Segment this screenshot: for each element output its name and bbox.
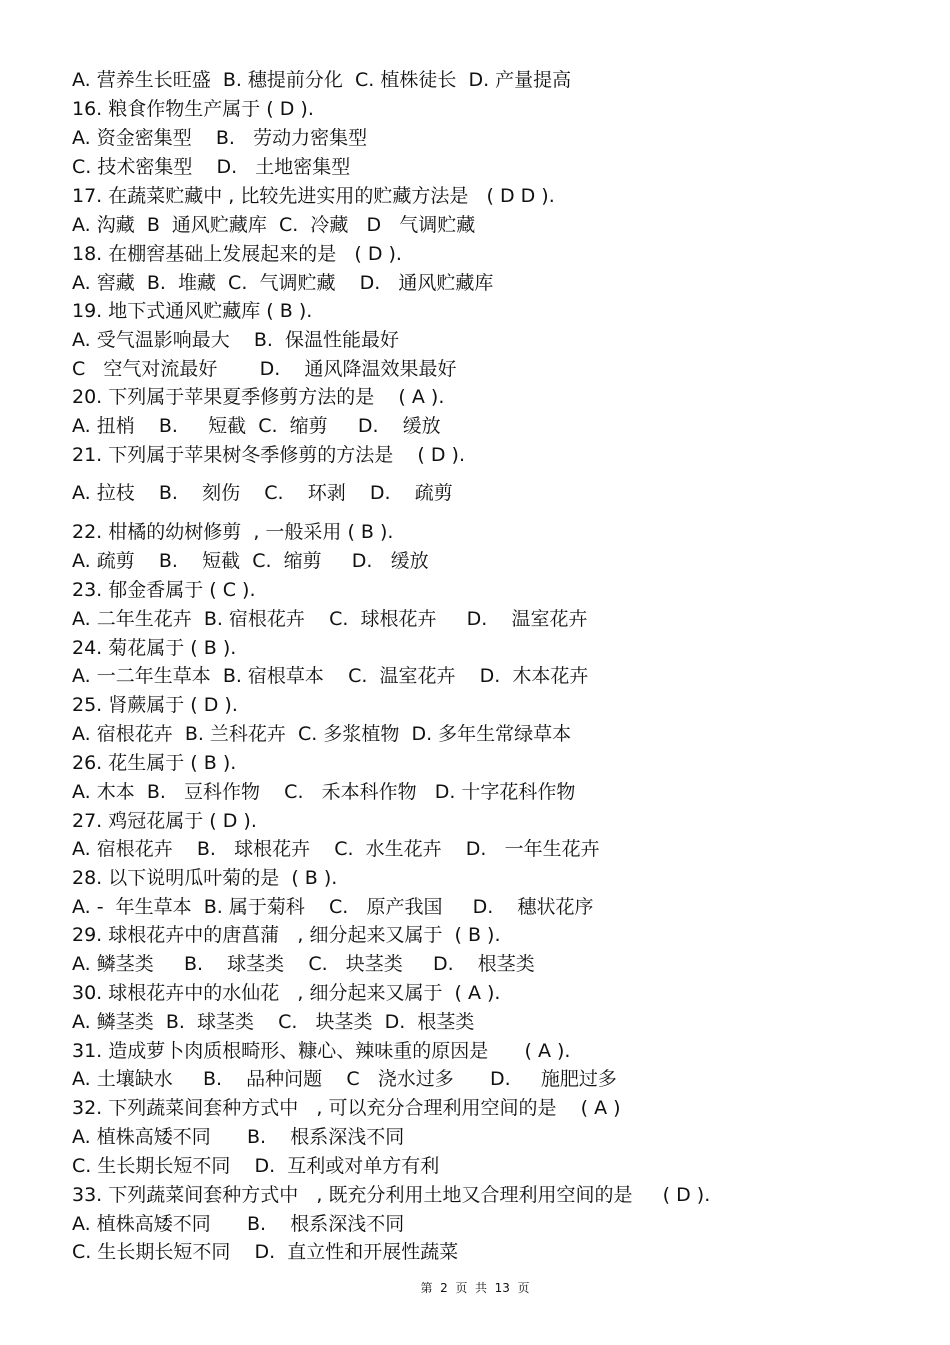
- text-line: A. 扭梢 B. 短截 C. 缩剪 D. 缓放: [72, 415, 441, 437]
- question-33: 33. 下列蔬菜间套种方式中 , 既充分利用土地又合理利用空间的是 ( D ).: [72, 1184, 711, 1206]
- question-18: 18. 在棚窖基础上发展起来的是 ( D ).: [72, 243, 402, 265]
- question-30: 30. 球根花卉中的水仙花 , 细分起来又属于 ( A ).: [72, 982, 501, 1004]
- text-line: A. 鳞茎类 B. 球茎类 C. 块茎类 D. 根茎类: [72, 1011, 475, 1033]
- question-31: 31. 造成萝卜肉质根畸形、糠心、辣味重的原因是 ( A ).: [72, 1040, 571, 1062]
- question-29: 29. 球根花卉中的唐菖蒲 , 细分起来又属于 ( B ).: [72, 924, 501, 946]
- text-line: A. 二年生花卉 B. 宿根花卉 C. 球根花卉 D. 温室花卉: [72, 608, 588, 630]
- text-line: C. 技术密集型 D. 土地密集型: [72, 156, 351, 178]
- text-line: A. 拉枝 B. 刻伤 C. 环剥 D. 疏剪: [72, 482, 453, 504]
- text-line: A. 宿根花卉 B. 兰科花卉 C. 多浆植物 D. 多年生常绿草本: [72, 723, 572, 745]
- text-line: A. 窖藏 B. 堆藏 C. 气调贮藏 D. 通风贮藏库: [72, 272, 494, 294]
- text-line: A. 木本 B. 豆科作物 C. 禾本科作物 D. 十字花科作物: [72, 781, 576, 803]
- question-26: 26. 花生属于 ( B ).: [72, 752, 237, 774]
- question-16: 16. 粮食作物生产属于 ( D ).: [72, 98, 314, 120]
- question-22: 22. 柑橘的幼树修剪 , 一般采用 ( B ).: [72, 521, 394, 543]
- text-line: A. 资金密集型 B. 劳动力密集型: [72, 127, 368, 149]
- question-23: 23. 郁金香属于 ( C ).: [72, 579, 256, 601]
- page-number-footer: 第 2 页 共 13 页: [420, 1281, 530, 1295]
- text-line: A. 鳞茎类 B. 球茎类 C. 块茎类 D. 根茎类: [72, 953, 535, 975]
- question-25: 25. 肾蕨属于 ( D ).: [72, 694, 238, 716]
- question-24: 24. 菊花属于 ( B ).: [72, 637, 237, 659]
- text-line: A. 受气温影响最大 B. 保温性能最好: [72, 329, 400, 351]
- text-line: A. - 年生草本 B. 属于菊科 C. 原产我国 D. 穗状花序: [72, 896, 594, 918]
- question-20: 20. 下列属于苹果夏季修剪方法的是 ( A ).: [72, 386, 445, 408]
- question-27: 27. 鸡冠花属于 ( D ).: [72, 810, 257, 832]
- text-line: A. 沟藏 B 通风贮藏库 C. 冷藏 D 气调贮藏: [72, 214, 476, 236]
- text-line: A. 土壤缺水 B. 品种问题 C 浇水过多 D. 施肥过多: [72, 1068, 617, 1090]
- text-line: A. 一二年生草本 B. 宿根草本 C. 温室花卉 D. 木本花卉: [72, 665, 589, 687]
- text-line: A. 营养生长旺盛 B. 穗提前分化 C. 植株徒长 D. 产量提高: [72, 69, 572, 91]
- question-28: 28. 以下说明瓜叶菊的是 ( B ).: [72, 867, 338, 889]
- text-line: A. 疏剪 B. 短截 C. 缩剪 D. 缓放: [72, 550, 429, 572]
- question-19: 19. 地下式通风贮藏库 ( B ).: [72, 300, 313, 322]
- text-line: C. 生长期长短不同 D. 直立性和开展性蔬菜: [72, 1241, 459, 1263]
- question-21: 21. 下列属于苹果树冬季修剪的方法是 ( D ).: [72, 444, 465, 466]
- text-line: A. 宿根花卉 B. 球根花卉 C. 水生花卉 D. 一年生花卉: [72, 838, 600, 860]
- text-line: A. 植株高矮不同 B. 根系深浅不同: [72, 1213, 405, 1235]
- text-line: C. 生长期长短不同 D. 互利或对单方有利: [72, 1155, 440, 1177]
- text-line: A. 植株高矮不同 B. 根系深浅不同: [72, 1126, 405, 1148]
- question-17: 17. 在蔬菜贮藏中 , 比较先进实用的贮藏方法是 ( D D ).: [72, 185, 555, 207]
- text-line: C 空气对流最好 D. 通风降温效果最好: [72, 358, 457, 380]
- question-32: 32. 下列蔬菜间套种方式中 , 可以充分合理利用空间的是 ( A ): [72, 1097, 621, 1119]
